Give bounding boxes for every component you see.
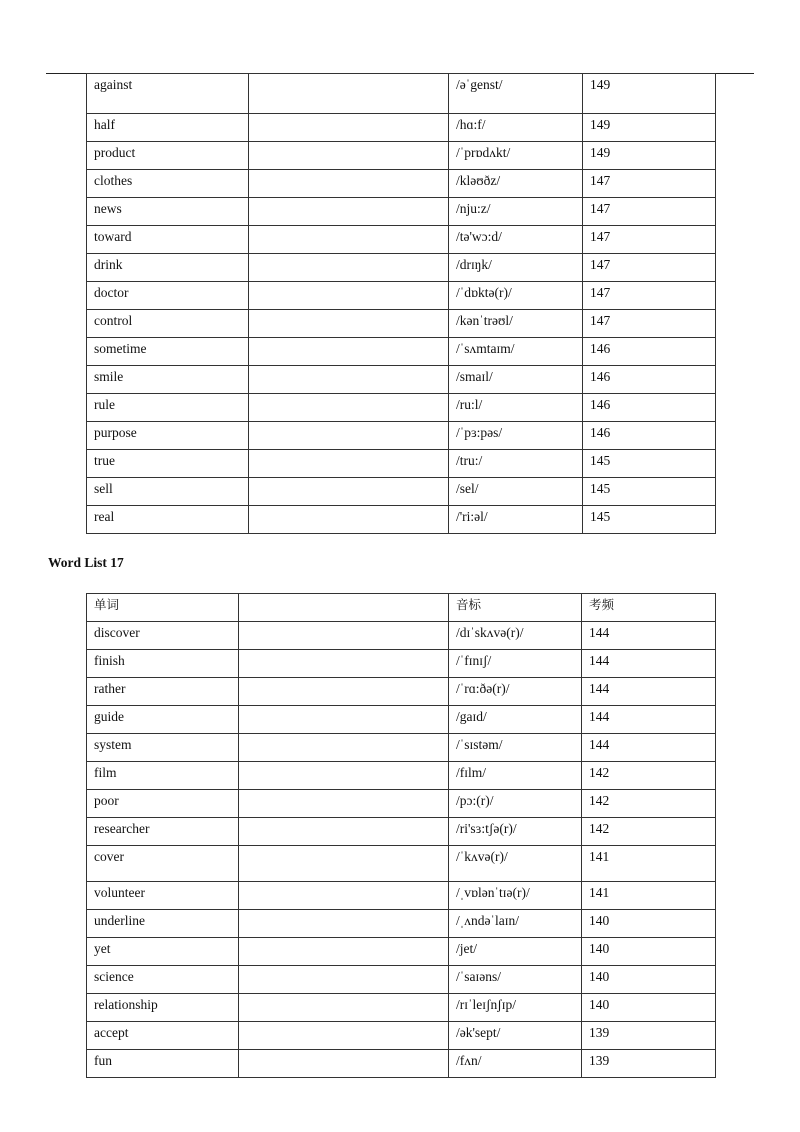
table-row (87, 478, 716, 506)
word-cell: accept (87, 1022, 239, 1050)
frequency-cell: 147 (583, 226, 716, 254)
table-row (87, 310, 716, 338)
frequency-cell: 146 (583, 366, 716, 394)
frequency-cell: 147 (583, 198, 716, 226)
phonetic-cell: /ˈdɒktə(r)/ (449, 282, 583, 310)
word-cell: against (87, 74, 249, 114)
frequency-cell: 146 (583, 422, 716, 450)
phonetic-cell: /tə'wɔ:d/ (449, 226, 583, 254)
table-row (87, 74, 716, 114)
phonetic-cell: /ˌʌndəˈlaɪn/ (449, 910, 582, 938)
frequency-cell: 140 (582, 994, 716, 1022)
phonetic-cell: /ˈpɜ:pəs/ (449, 422, 583, 450)
table-row (87, 790, 716, 818)
word-cell: product (87, 142, 249, 170)
blank-cell (239, 938, 449, 966)
blank-cell (249, 478, 449, 506)
frequency-cell: 140 (582, 966, 716, 994)
table-row (87, 394, 716, 422)
word-cell: finish (87, 650, 239, 678)
word-table-16 (86, 73, 716, 534)
phonetic-cell: /drɪŋk/ (449, 254, 583, 282)
table-row (87, 338, 716, 366)
word-cell: poor (87, 790, 239, 818)
table-row (87, 762, 716, 790)
frequency-cell: 140 (582, 938, 716, 966)
table-row (87, 734, 716, 762)
blank-cell (239, 910, 449, 938)
word-cell: volunteer (87, 882, 239, 910)
blank-cell (239, 622, 449, 650)
phonetic-cell: /ˈprɒdʌkt/ (449, 142, 583, 170)
phonetic-cell: /ˈsaɪəns/ (449, 966, 582, 994)
frequency-cell: 144 (582, 734, 716, 762)
phonetic-cell: /pɔ:(r)/ (449, 790, 582, 818)
word-cell: drink (87, 254, 249, 282)
frequency-cell: 141 (582, 882, 716, 910)
frequency-cell: 145 (583, 478, 716, 506)
table-row (87, 938, 716, 966)
word-cell: science (87, 966, 239, 994)
frequency-cell: 144 (582, 650, 716, 678)
frequency-cell: 142 (582, 818, 716, 846)
phonetic-cell: /ˈrɑ:ðə(r)/ (449, 678, 582, 706)
table-row (87, 706, 716, 734)
blank-cell (239, 818, 449, 846)
table-row (87, 882, 716, 910)
blank-cell (239, 706, 449, 734)
table-row (87, 282, 716, 310)
phonetic-cell: /kənˈtrəʊl/ (449, 310, 583, 338)
word-cell: doctor (87, 282, 249, 310)
blank-cell (239, 1050, 449, 1078)
table-row (87, 254, 716, 282)
blank-cell (249, 282, 449, 310)
word-cell: news (87, 198, 249, 226)
header-word: 单词 (87, 594, 239, 622)
blank-cell (249, 226, 449, 254)
frequency-cell: 141 (582, 846, 716, 882)
frequency-cell: 149 (583, 74, 716, 114)
blank-cell (249, 254, 449, 282)
phonetic-cell: /ˈfɪnɪʃ/ (449, 650, 582, 678)
word-cell: cover (87, 846, 239, 882)
frequency-cell: 147 (583, 254, 716, 282)
word-cell: relationship (87, 994, 239, 1022)
blank-cell (249, 310, 449, 338)
blank-cell (239, 966, 449, 994)
table-row (87, 1050, 716, 1078)
frequency-cell: 144 (582, 678, 716, 706)
table-row (87, 142, 716, 170)
table-row (87, 114, 716, 142)
word-cell: rather (87, 678, 239, 706)
frequency-cell: 149 (583, 142, 716, 170)
word-cell: researcher (87, 818, 239, 846)
frequency-cell: 146 (583, 394, 716, 422)
table-row (87, 818, 716, 846)
blank-cell (249, 394, 449, 422)
frequency-cell: 147 (583, 170, 716, 198)
word-cell: fun (87, 1050, 239, 1078)
table-row (87, 170, 716, 198)
word-table-17-body (87, 594, 716, 1078)
word-cell: yet (87, 938, 239, 966)
phonetic-cell: /nju:z/ (449, 198, 583, 226)
blank-cell (239, 882, 449, 910)
blank-cell (249, 74, 449, 114)
word-cell: system (87, 734, 239, 762)
word-cell: purpose (87, 422, 249, 450)
blank-cell (249, 170, 449, 198)
blank-cell (239, 678, 449, 706)
phonetic-cell: /fɪlm/ (449, 762, 582, 790)
blank-cell (239, 846, 449, 882)
phonetic-cell: /ək'sept/ (449, 1022, 582, 1050)
phonetic-cell: /'ri:əl/ (449, 506, 583, 534)
blank-cell (239, 650, 449, 678)
word-cell: guide (87, 706, 239, 734)
blank-cell (249, 198, 449, 226)
frequency-cell: 142 (582, 790, 716, 818)
phonetic-cell: /dɪˈskʌvə(r)/ (449, 622, 582, 650)
frequency-cell: 142 (582, 762, 716, 790)
word-cell: film (87, 762, 239, 790)
table-row (87, 622, 716, 650)
phonetic-cell: /tru:/ (449, 450, 583, 478)
frequency-cell: 147 (583, 310, 716, 338)
blank-cell (249, 338, 449, 366)
frequency-cell: 145 (583, 450, 716, 478)
word-cell: control (87, 310, 249, 338)
table-row (87, 994, 716, 1022)
blank-cell (249, 142, 449, 170)
header-freq: 考频 (582, 594, 716, 622)
table-row (87, 366, 716, 394)
phonetic-cell: /smaɪl/ (449, 366, 583, 394)
phonetic-cell: /ˈkʌvə(r)/ (449, 846, 582, 882)
phonetic-cell: /ˈsʌmtaɪm/ (449, 338, 583, 366)
table-row (87, 678, 716, 706)
word-cell: sell (87, 478, 249, 506)
table-row (87, 422, 716, 450)
word-cell: discover (87, 622, 239, 650)
frequency-cell: 144 (582, 706, 716, 734)
table-row (87, 846, 716, 882)
table-row (87, 198, 716, 226)
frequency-cell: 139 (582, 1050, 716, 1078)
phonetic-cell: /kləʊðz/ (449, 170, 583, 198)
word-cell: real (87, 506, 249, 534)
phonetic-cell: /əˈgenst/ (449, 74, 583, 114)
word-cell: clothes (87, 170, 249, 198)
section-title: Word List 17 (48, 555, 124, 570)
word-table-16-body (87, 74, 716, 534)
table-row (87, 966, 716, 994)
blank-cell (239, 994, 449, 1022)
word-cell: underline (87, 910, 239, 938)
frequency-cell: 145 (583, 506, 716, 534)
blank-cell (249, 506, 449, 534)
table-row (87, 226, 716, 254)
phonetic-cell: /ˈsɪstəm/ (449, 734, 582, 762)
blank-cell (239, 1022, 449, 1050)
word-cell: smile (87, 366, 249, 394)
frequency-cell: 140 (582, 910, 716, 938)
word-table-17 (86, 593, 716, 1078)
blank-cell (249, 450, 449, 478)
header-phonetic: 音标 (449, 594, 582, 622)
blank-cell (239, 734, 449, 762)
phonetic-cell: /hɑ:f/ (449, 114, 583, 142)
table-row (87, 910, 716, 938)
word-cell: rule (87, 394, 249, 422)
frequency-cell: 139 (582, 1022, 716, 1050)
word-cell: true (87, 450, 249, 478)
blank-cell (249, 366, 449, 394)
phonetic-cell: /jet/ (449, 938, 582, 966)
phonetic-cell: /ri'sɜ:tʃə(r)/ (449, 818, 582, 846)
blank-cell (239, 762, 449, 790)
table-row (87, 650, 716, 678)
phonetic-cell: /rɪˈleɪʃnʃɪp/ (449, 994, 582, 1022)
phonetic-cell: /gaɪd/ (449, 706, 582, 734)
blank-cell (249, 114, 449, 142)
phonetic-cell: /fʌn/ (449, 1050, 582, 1078)
frequency-cell: 149 (583, 114, 716, 142)
blank-cell (249, 422, 449, 450)
table-row (87, 450, 716, 478)
header-blank (239, 594, 449, 622)
word-cell: toward (87, 226, 249, 254)
frequency-cell: 146 (583, 338, 716, 366)
word-cell: half (87, 114, 249, 142)
phonetic-cell: /ru:l/ (449, 394, 583, 422)
word-cell: sometime (87, 338, 249, 366)
table-row (87, 1022, 716, 1050)
table-row (87, 506, 716, 534)
frequency-cell: 144 (582, 622, 716, 650)
phonetic-cell: /sel/ (449, 478, 583, 506)
table-header-row (87, 594, 716, 622)
phonetic-cell: /ˌvɒlənˈtɪə(r)/ (449, 882, 582, 910)
blank-cell (239, 790, 449, 818)
frequency-cell: 147 (583, 282, 716, 310)
